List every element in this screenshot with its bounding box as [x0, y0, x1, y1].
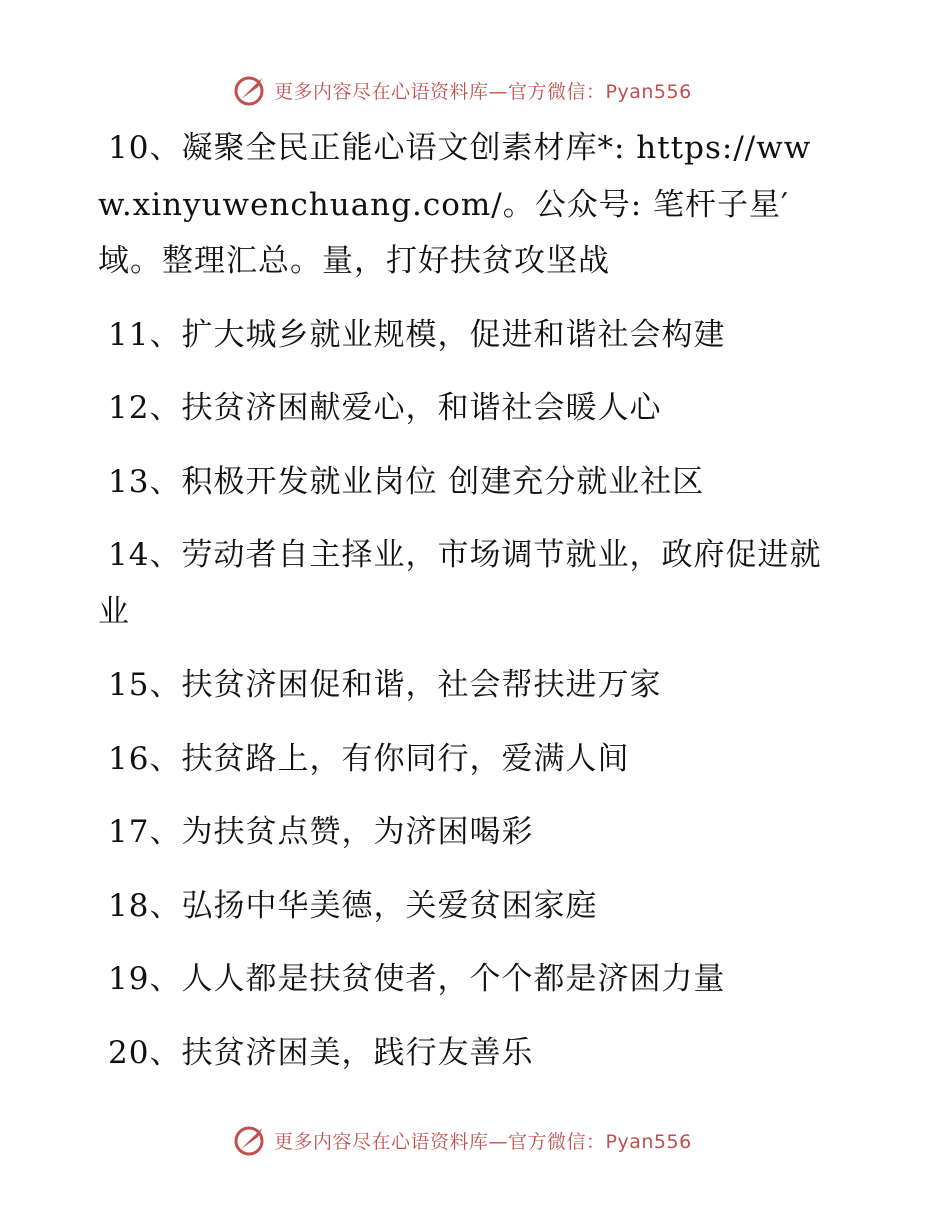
slogan-item: 18、弘扬中华美德，关爱贫困家庭	[108, 887, 598, 924]
slogan-item: 13、积极开发就业岗位 创建充分就业社区	[108, 463, 705, 500]
slogan-item: 12、扶贫济困献爱心，和谐社会暖人心	[108, 390, 662, 426]
slogan-item: 16、扶贫路上，有你同行，爱满人间	[108, 740, 630, 777]
slogan-item: 20、扶贫济困美，践行友善乐	[108, 1034, 534, 1071]
slogan-item: 15、扶贫济困促和谐，社会帮扶进万家	[108, 667, 662, 703]
slogan-item: 11、扩大城乡就业规模，促进和谐社会构建	[108, 316, 726, 353]
feather-logo-icon	[232, 72, 268, 108]
header-watermark	[232, 70, 692, 110]
watermark-text: 更多内容尽在心语资料库—官方微信：Pyan556	[274, 80, 692, 103]
slogan-item: 17、为扶贫点赞，为济困喝彩	[108, 814, 534, 850]
slogan-item: 19、人人都是扶贫使者，个个都是济困力量	[108, 961, 726, 997]
document-body	[98, 120, 838, 1098]
feather-logo-icon	[232, 1122, 268, 1158]
footer-watermark	[232, 1120, 692, 1160]
slogan-item: 10、凝聚全民正能心语文创素材库*: https://www.xinyuwenchuang.com/。公众号: 笔杆子星′域。整理汇总。量，打好扶贫攻坚战	[98, 130, 812, 279]
slogan-item: 14、劳动者自主择业，市场调节就业，政府促进就业	[98, 537, 822, 630]
watermark-text: 更多内容尽在心语资料库—官方微信：Pyan556	[274, 1130, 692, 1153]
